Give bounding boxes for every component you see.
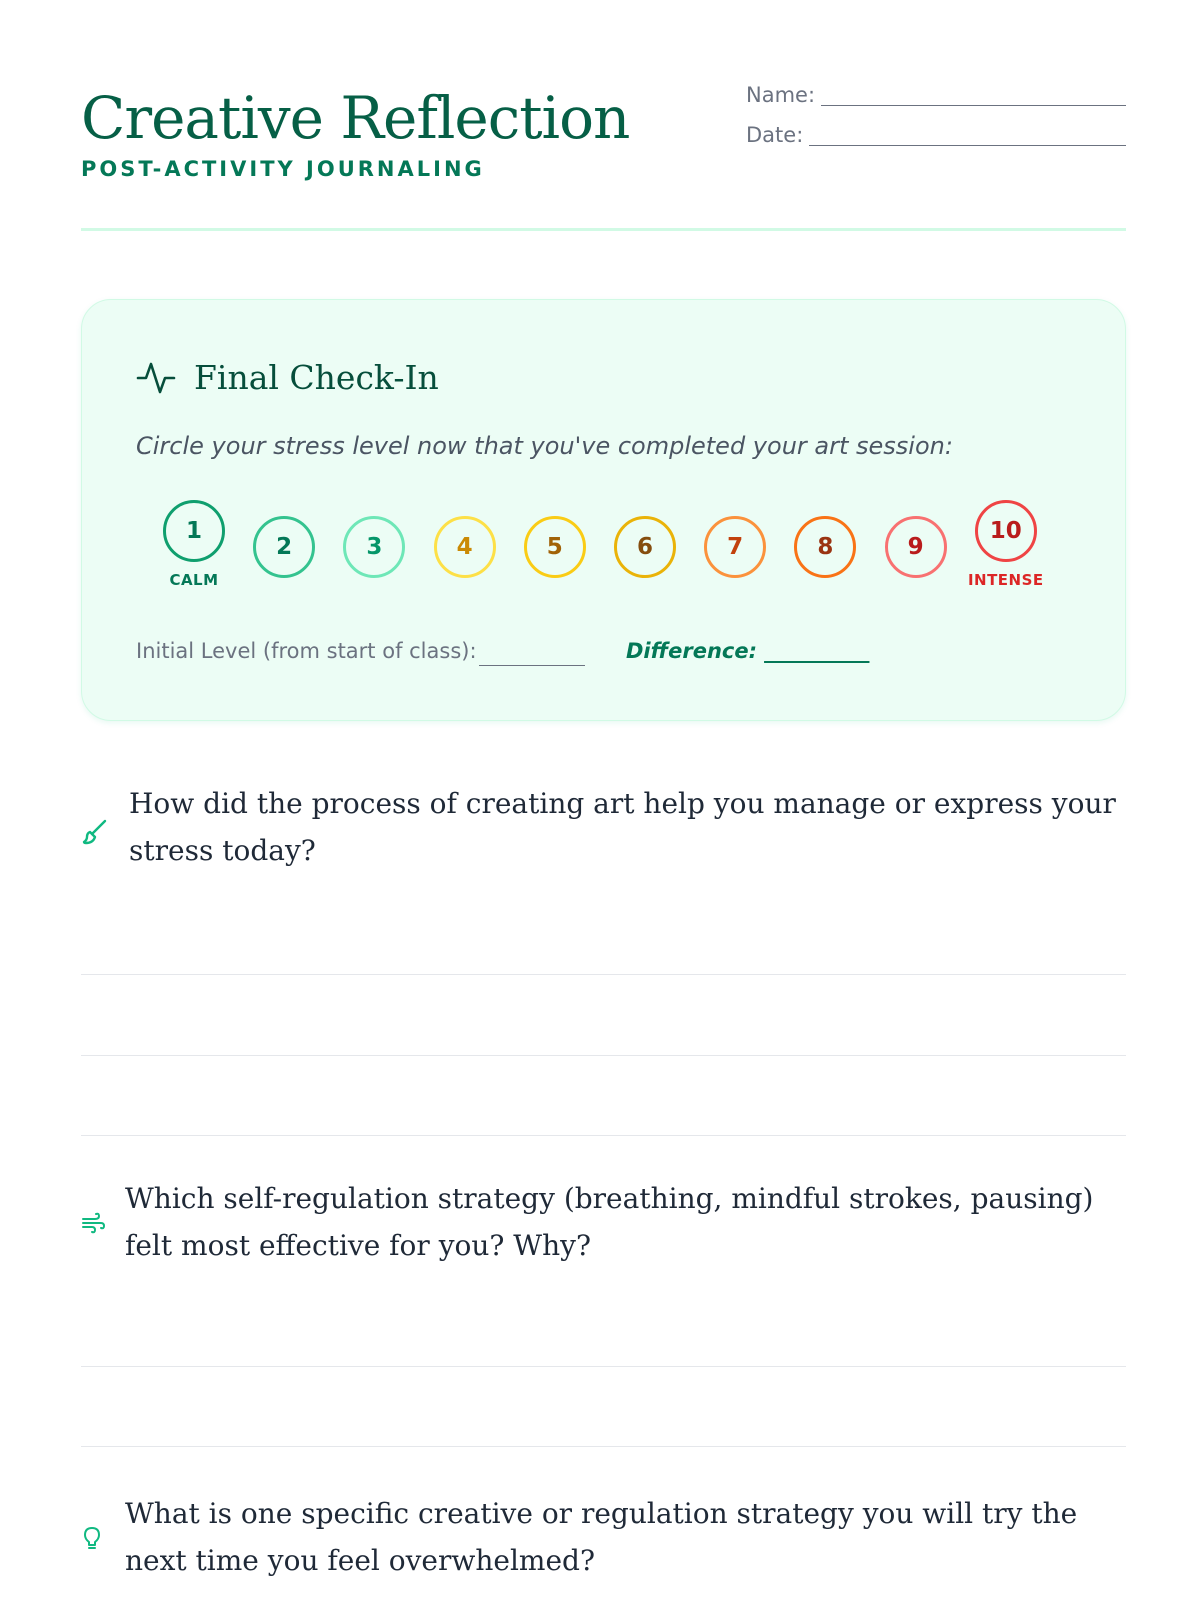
difference-label: Difference: __________ — [626, 639, 870, 663]
initial-level-label: Initial Level (from start of class): — [136, 639, 477, 663]
card-title: Final Check-In — [194, 358, 439, 397]
meta-fields — [746, 80, 1126, 160]
stress-level-4[interactable]: 4 — [434, 516, 496, 578]
header — [81, 80, 1126, 230]
question-1-text: How did the process of creating art help you manage or express your stress today? — [129, 787, 1116, 867]
stress-level-3[interactable]: 3 — [343, 516, 405, 578]
question-2-text: Which self-regulation strategy (breathing, mindful strokes, pausing) felt most effective for you? Why? — [125, 1182, 1094, 1262]
card-instruction: Circle your stress level now that you've completed your art session: — [136, 432, 953, 460]
question-1 — [81, 780, 1126, 1160]
question-2 — [81, 1175, 1126, 1455]
question-3 — [81, 1490, 1126, 1600]
stress-level-2[interactable]: 2 — [253, 516, 315, 578]
initial-level-line[interactable] — [479, 665, 585, 666]
stress-level-1[interactable]: 1 — [163, 500, 225, 562]
date-label: Date: — [746, 120, 809, 150]
date-line[interactable] — [808, 145, 1126, 146]
stress-level-7[interactable]: 7 — [704, 516, 766, 578]
final-checkin-card — [81, 299, 1126, 721]
answer-line[interactable] — [81, 1366, 1126, 1367]
stress-level-5[interactable]: 5 — [524, 516, 586, 578]
name-line[interactable] — [818, 105, 1126, 106]
question-3-text: What is one specific creative or regulation strategy you will try the next time you feel overwhelmed? — [125, 1497, 1078, 1577]
card-footer — [136, 635, 1096, 675]
name-field[interactable] — [746, 80, 1126, 120]
stress-level-8[interactable]: 8 — [794, 516, 856, 578]
stress-level-10[interactable]: 10 — [975, 500, 1037, 562]
lightbulb-icon — [81, 1526, 103, 1552]
answer-line[interactable] — [81, 1055, 1126, 1056]
header-divider — [81, 228, 1126, 231]
name-label: Name: — [746, 80, 821, 110]
paintbrush-icon — [81, 818, 109, 846]
wind-icon — [81, 1211, 105, 1235]
stress-level-9[interactable]: 9 — [885, 516, 947, 578]
stress-level-6[interactable]: 6 — [614, 516, 676, 578]
answer-line[interactable] — [81, 974, 1126, 975]
answer-line[interactable] — [81, 1135, 1126, 1136]
answer-line[interactable] — [81, 1446, 1126, 1447]
stress-scale — [82, 500, 1127, 610]
page-subtitle: POST-ACTIVITY JOURNALING — [81, 157, 485, 181]
intense-label: INTENSE — [967, 571, 1044, 589]
calm-label: CALM — [169, 571, 219, 589]
date-field[interactable] — [746, 120, 1126, 160]
pulse-icon — [136, 358, 176, 398]
page-title: Creative Reflection — [81, 84, 630, 152]
